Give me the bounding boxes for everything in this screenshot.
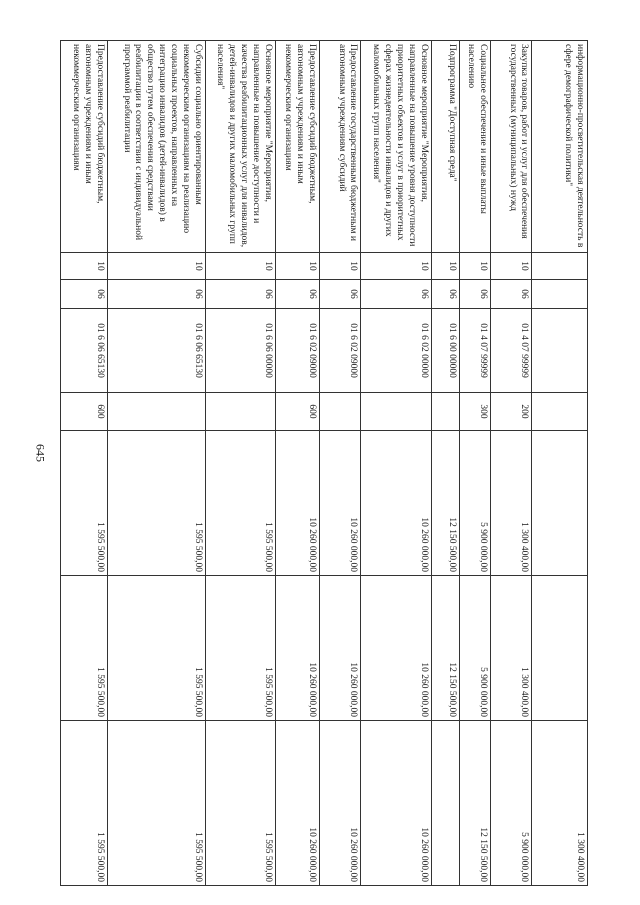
row-expense-type: 600 [275,393,319,431]
row-target-article: 01 6 02 00000 [361,309,431,393]
row-expense-type: 300 [459,393,490,431]
row-sum-2: 1 300 400,00 [491,576,532,721]
row-podrazdel [532,280,588,309]
row-description: Предоставление государственным бюджетным и автономным учреждениям субсидий [320,41,361,253]
row-sum-3: 1 595 500,00 [205,721,275,886]
row-sum-1: 10 260 000,00 [275,431,319,576]
row-podrazdel: 06 [459,280,490,309]
page-number: 645 [33,444,48,462]
budget-table-container [60,40,588,885]
row-sum-3: 10 260 000,00 [361,721,431,886]
row-target-article: 01 6 06 65130 [61,309,108,393]
row-razdel: 10 [459,253,490,280]
row-razdel: 10 [491,253,532,280]
row-sum-1: 10 260 000,00 [361,431,431,576]
table-row [107,41,205,886]
row-podrazdel: 06 [431,280,459,309]
row-sum-3: 1 595 500,00 [61,721,108,886]
row-sum-1: 1 595 500,00 [205,431,275,576]
row-sum-2: 10 260 000,00 [275,576,319,721]
row-target-article: 01 6 00 00000 [431,309,459,393]
row-razdel: 10 [361,253,431,280]
table-row [431,41,459,886]
row-sum-2: 5 900 000,00 [459,576,490,721]
row-sum-2: 1 595 500,00 [61,576,108,721]
row-razdel: 10 [205,253,275,280]
row-razdel: 10 [107,253,205,280]
row-podrazdel: 06 [275,280,319,309]
row-podrazdel: 06 [107,280,205,309]
row-target-article: 01 6 02 09000 [275,309,319,393]
row-sum-2 [532,576,588,721]
row-target-article: 01 6 06 00000 [205,309,275,393]
row-sum-1: 10 260 000,00 [320,431,361,576]
row-sum-1: 1 595 500,00 [107,431,205,576]
row-target-article [532,309,588,393]
table-row [205,41,275,886]
budget-table [60,40,588,886]
row-podrazdel: 06 [320,280,361,309]
row-sum-3: 1 300 400,00 [532,721,588,886]
row-sum-1: 1 300 400,00 [491,431,532,576]
row-description: Субсидии социально ориентированным некоммерческим организациям на реализацию социальных проектов, направленных на интеграцию инвалидов (детей-инвалидов) в общество путем обеспечения средствами реабилитации в соответствии с индивидуальной программой реабилитации [107,41,205,253]
row-sum-1: 5 900 000,00 [459,431,490,576]
table-row [320,41,361,886]
table-row [491,41,532,886]
row-target-article: 01 4 07 99999 [459,309,490,393]
row-expense-type: 600 [61,393,108,431]
row-description: Закупка товаров, работ и услуг для обеспечения государственных (муниципальных) нужд [491,41,532,253]
row-description: Подпрограмма "Доступная среда" [431,41,459,253]
row-expense-type: 200 [491,393,532,431]
row-sum-2: 1 595 500,00 [205,576,275,721]
table-row [532,41,588,886]
row-podrazdel: 06 [491,280,532,309]
row-sum-1 [532,431,588,576]
row-description: Предоставление субсидий бюджетным, автономным учреждениям и иным некоммерческим организациям [61,41,108,253]
row-sum-2: 12 150 500,00 [431,576,459,721]
row-podrazdel: 06 [205,280,275,309]
row-sum-3: 5 900 000,00 [491,721,532,886]
table-row [361,41,431,886]
row-sum-3: 10 260 000,00 [275,721,319,886]
row-razdel: 10 [320,253,361,280]
row-razdel: 10 [61,253,108,280]
row-razdel [532,253,588,280]
row-description: Социальное обеспечение и иные выплаты населению [459,41,490,253]
row-expense-type [532,393,588,431]
row-description: Предоставление субсидий бюджетным, автономным учреждениям и иным некоммерческим организациям [275,41,319,253]
row-description: информационно-просветительская деятельность в сфере демографической политики" [532,41,588,253]
row-sum-2: 10 260 000,00 [320,576,361,721]
row-description: Основное мероприятие "Мероприятия, направленные на повышение доступности и качества реабилитационных услуг для инвалидов, детей-инвалидов и других маломобильных групп населения" [205,41,275,253]
row-razdel: 10 [431,253,459,280]
row-podrazdel: 06 [61,280,108,309]
row-sum-3 [431,721,459,886]
row-sum-2: 1 595 500,00 [107,576,205,721]
row-target-article: 01 6 02 09000 [320,309,361,393]
row-sum-1: 1 595 500,00 [61,431,108,576]
row-description: Основное мероприятие "Мероприятия, направленные на повышение уровня доступности приоритетных объектов и услуг в приоритетных сферах жизнедеятельности инвалидов и других маломобильных групп населения" [361,41,431,253]
row-sum-3: 1 595 500,00 [107,721,205,886]
row-expense-type [320,393,361,431]
row-sum-2: 10 260 000,00 [361,576,431,721]
row-target-article: 01 4 07 99999 [491,309,532,393]
table-row [275,41,319,886]
row-sum-3: 12 150 500,00 [459,721,490,886]
row-sum-3: 10 260 000,00 [320,721,361,886]
row-expense-type [205,393,275,431]
table-row [61,41,108,886]
row-expense-type [431,393,459,431]
table-body [61,41,588,886]
row-target-article: 01 6 06 65130 [107,309,205,393]
row-razdel: 10 [275,253,319,280]
row-podrazdel: 06 [361,280,431,309]
table-row [459,41,490,886]
row-expense-type [361,393,431,431]
row-sum-1: 12 150 500,00 [431,431,459,576]
row-expense-type [107,393,205,431]
